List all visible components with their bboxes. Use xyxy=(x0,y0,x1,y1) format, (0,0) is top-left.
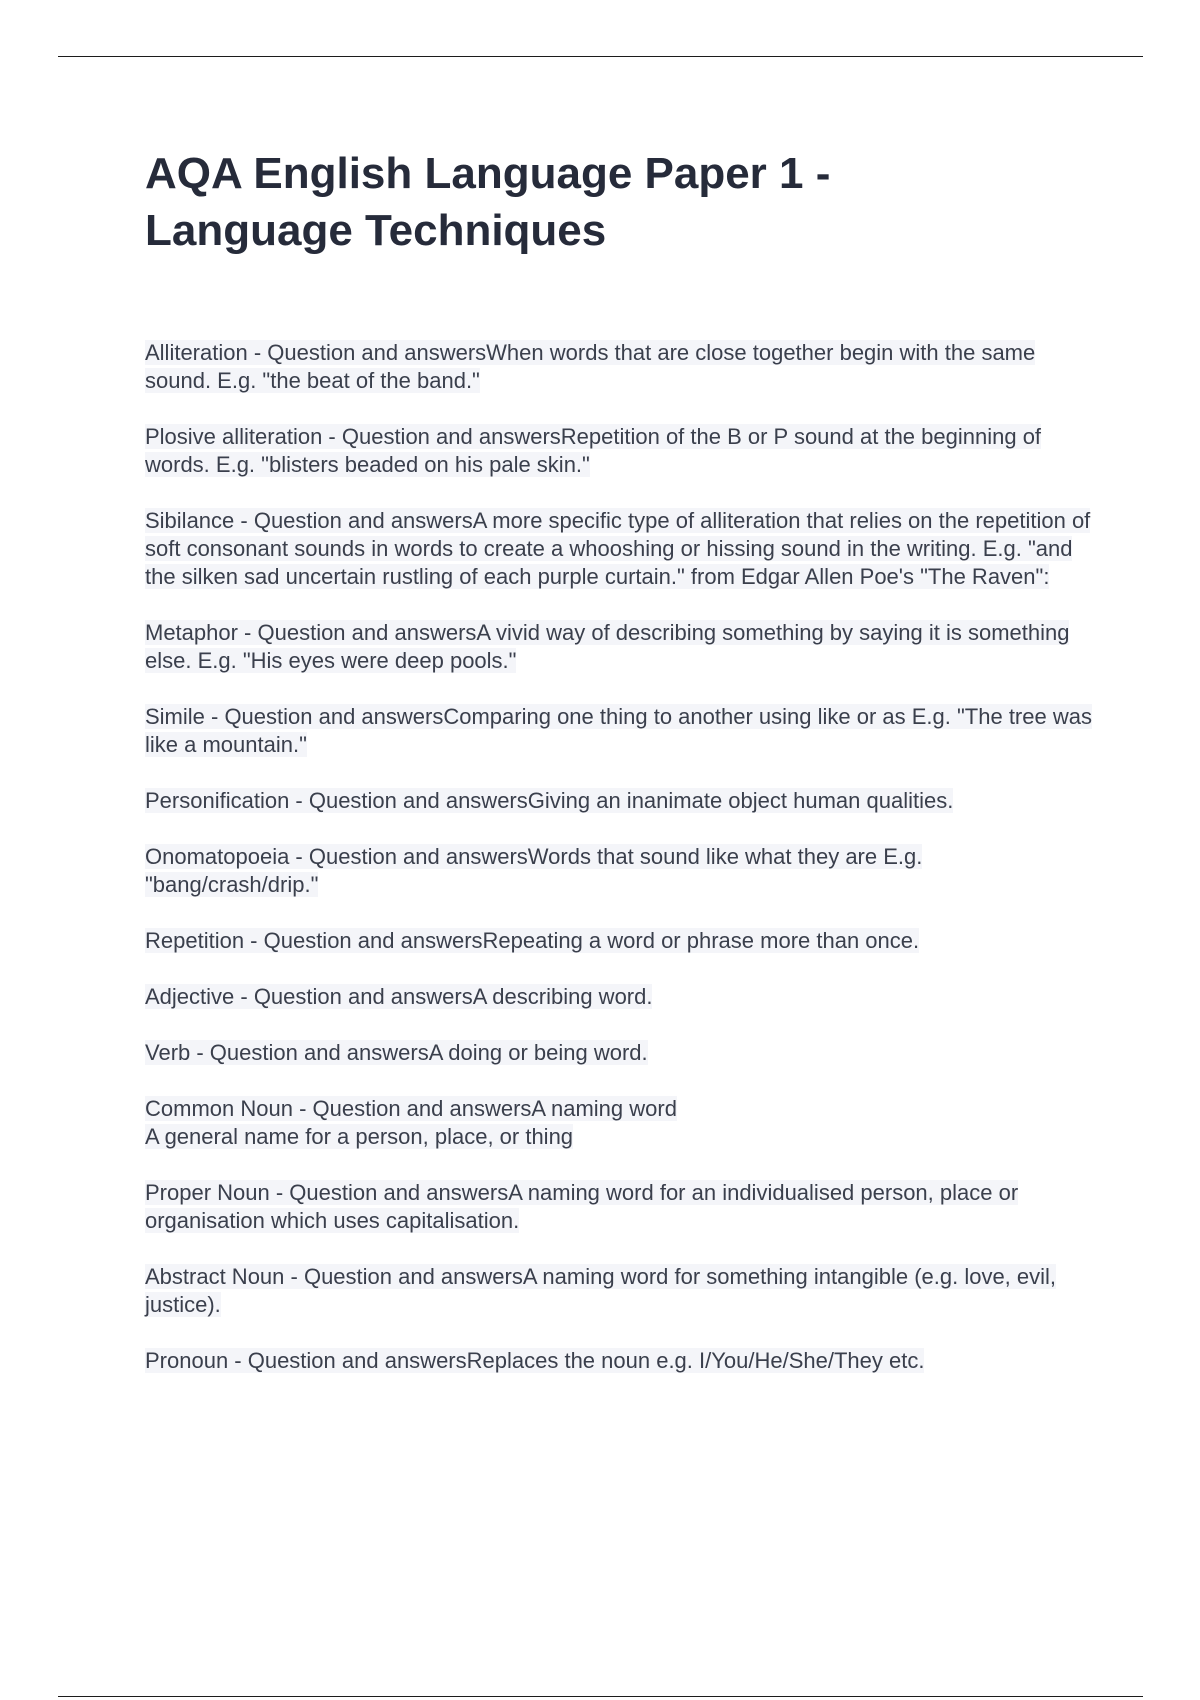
entry-text: Onomatopoeia - Question and answersWords that sound like what they are E.g. "bang/crash/drip." xyxy=(145,844,923,897)
entry-text: Metaphor - Question and answersA vivid way of describing something by saying it is something else. E.g. "His eyes were deep pools." xyxy=(145,620,1070,673)
list-item xyxy=(145,787,1095,815)
list-item xyxy=(145,843,1095,899)
entry-text: Repetition - Question and answersRepeating a word or phrase more than once. xyxy=(145,928,920,953)
list-item xyxy=(145,983,1095,1011)
list-item xyxy=(145,927,1095,955)
entry-text: Plosive alliteration - Question and answersRepetition of the B or P sound at the beginning of words. E.g. "blisters beaded on his pale skin." xyxy=(145,424,1042,477)
entry-text: Simile - Question and answersComparing one thing to another using like or as E.g. "The tree was like a mountain." xyxy=(145,704,1092,757)
entry-text: Sibilance - Question and answersA more specific type of alliteration that relies on the repetition of soft consonant sounds in words to create a whooshing or hissing sound in the writing. E.g. "and the silken sad uncertain rustling of each purple curtain." from Edgar Allen Poe's "The Raven": xyxy=(145,508,1091,589)
entry-text: Alliteration - Question and answersWhen words that are close together begin with the same sound. E.g. "the beat of the band." xyxy=(145,340,1036,393)
list-item xyxy=(145,1263,1095,1319)
header-rule xyxy=(58,56,1143,57)
entry-text: Pronoun - Question and answersReplaces the noun e.g. I/You/He/She/They etc. xyxy=(145,1348,925,1373)
entry-text: Common Noun - Question and answersA naming word A general name for a person, place, or thing xyxy=(145,1096,677,1149)
list-item xyxy=(145,1179,1095,1235)
list-item xyxy=(145,507,1095,591)
entry-text: Verb - Question and answersA doing or being word. xyxy=(145,1040,648,1065)
entry-text: Personification - Question and answersGiving an inanimate object human qualities. xyxy=(145,788,954,813)
document-title: AQA English Language Paper 1 - Language Techniques xyxy=(145,149,831,255)
footer-rule xyxy=(58,1696,1143,1697)
list-item xyxy=(145,339,1095,395)
entry-text: Adjective - Question and answersA describing word. xyxy=(145,984,653,1009)
entry-text: Abstract Noun - Question and answersA naming word for something intangible (e.g. love, evil, justice). xyxy=(145,1264,1057,1317)
entry-list xyxy=(145,339,1095,1403)
list-item xyxy=(145,1095,1095,1151)
list-item xyxy=(145,1347,1095,1375)
list-item xyxy=(145,703,1095,759)
list-item xyxy=(145,619,1095,675)
list-item xyxy=(145,1039,1095,1067)
list-item xyxy=(145,423,1095,479)
entry-text: Proper Noun - Question and answersA naming word for an individualised person, place or organisation which uses capitalisation. xyxy=(145,1180,1019,1233)
